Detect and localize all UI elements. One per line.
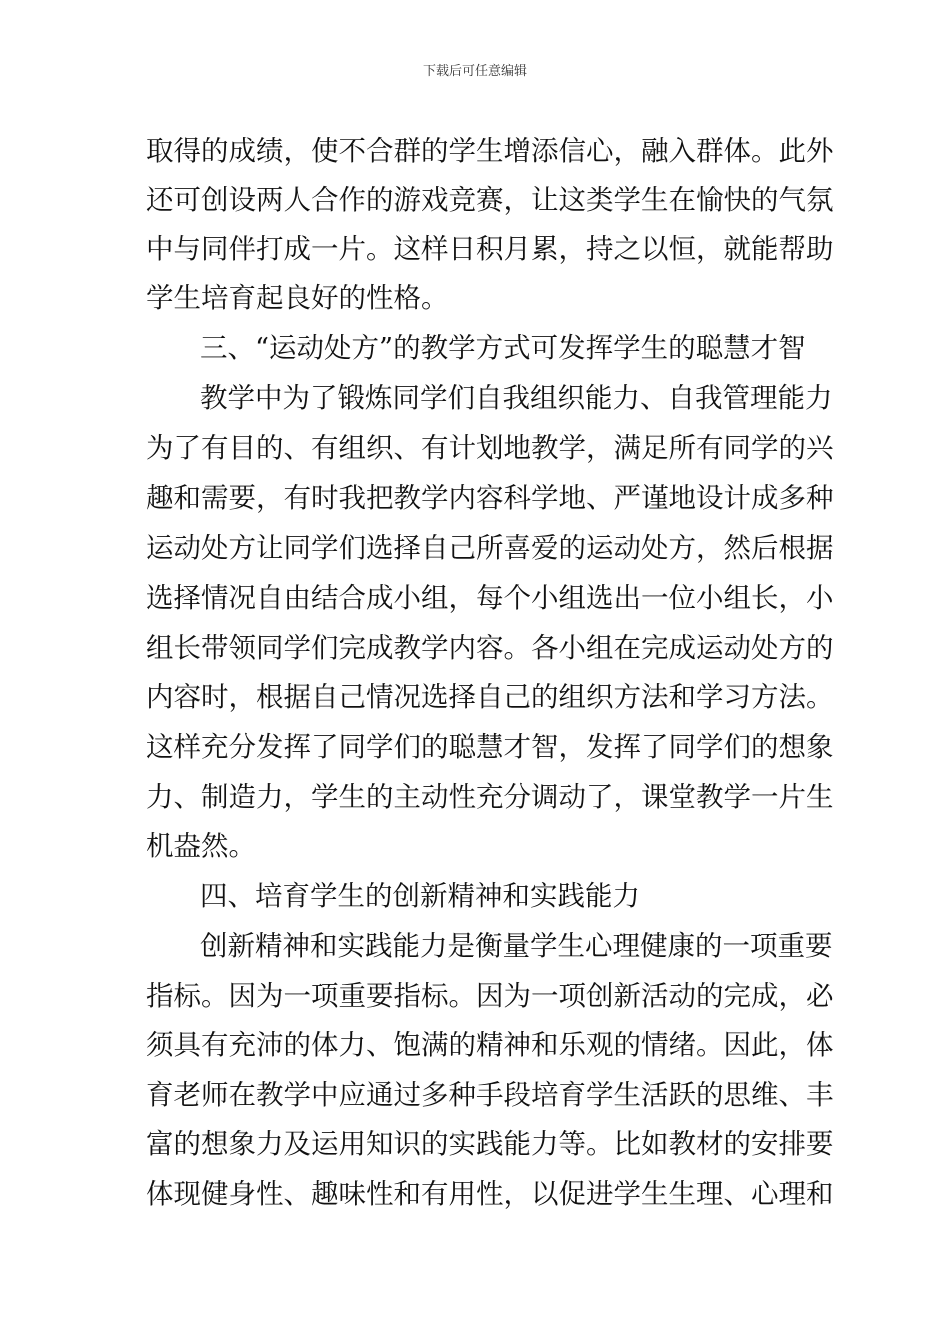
paragraph-line: 力、制造力，学生的主动性充分调动了，课堂教学一片生 [146,781,834,813]
paragraph-line: 育老师在教学中应通过多种手段培育学生活跃的思维、丰 [146,1079,834,1111]
paragraph-line: 教学中为了锻炼同学们自我组织能力、自我管理能力 [200,382,833,414]
paragraph-line: 学生培育起良好的性格。 [146,282,449,314]
section-heading-4: 四、培育学生的创新精神和实践能力 [200,880,640,912]
paragraph-line: 趣和需要，有时我把教学内容科学地、严谨地设计成多种 [146,482,834,514]
paragraph-line: 组长带领同学们完成教学内容。各小组在完成运动处方的 [146,632,834,664]
paragraph-line: 取得的成绩，使不合群的学生增添信心，融入群体。此外 [146,135,834,167]
paragraph-line: 选择情况自由结合成小组，每个小组选出一位小组长，小 [146,582,834,614]
paragraph-line: 须具有充沛的体力、饱满的精神和乐观的情绪。因此，体 [146,1029,834,1061]
section-heading-3: 三、“运动处方”的教学方式可发挥学生的聪慧才智 [200,332,806,364]
paragraph-line: 为了有目的、有组织、有计划地教学，满足所有同学的兴 [146,432,834,464]
paragraph-line: 体现健身性、趣味性和有用性，以促进学生生理、心理和 [146,1178,834,1210]
paragraph-line: 指标。因为一项重要指标。因为一项创新活动的完成，必 [146,980,834,1012]
page-header: 下载后可任意编辑 [422,64,527,79]
paragraph-line: 创新精神和实践能力是衡量学生心理健康的一项重要 [200,930,833,962]
paragraph-line: 这样充分发挥了同学们的聪慧才智，发挥了同学们的想象 [146,731,834,763]
paragraph-line: 内容时，根据自己情况选择自己的组织方法和学习方法。 [146,681,834,713]
paragraph-line: 运动处方让同学们选择自己所喜爱的运动处方，然后根据 [146,532,834,564]
paragraph-line: 机盎然。 [146,830,256,862]
paragraph-line: 富的想象力及运用知识的实践能力等。比如教材的安排要 [146,1128,834,1160]
paragraph-line: 中与同伴打成一片。这样日积月累，持之以恒，就能帮助 [146,233,834,265]
paragraph-line: 还可创设两人合作的游戏竞赛，让这类学生在愉快的气氛 [146,184,834,216]
